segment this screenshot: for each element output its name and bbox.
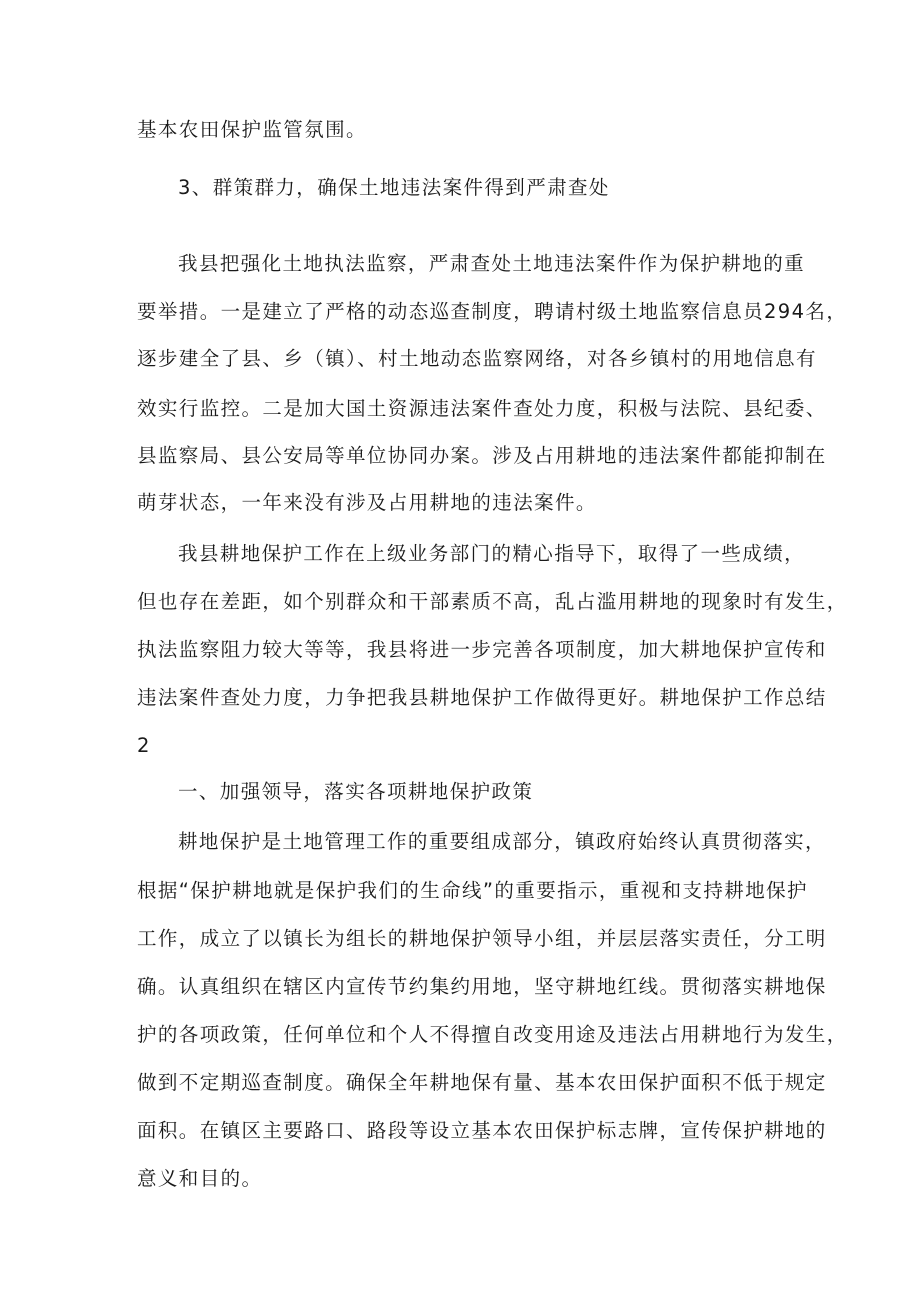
paragraph-line: 执法监察阻力较大等等，我县将进一步完善各项制度，加大耕地保护宣传和 xyxy=(137,638,827,661)
paragraph-line: 2 xyxy=(137,734,151,757)
paragraph-line: 萌芽状态，一年来没有涉及占用耕地的违法案件。 xyxy=(137,491,597,514)
paragraph-line: 违法案件查处力度，力争把我县耕地保护工作做得更好。耕地保护工作总结 xyxy=(137,686,827,709)
paragraph-line: 我县把强化土地执法监察，严肃查处土地违法案件作为保护耕地的重 xyxy=(178,252,806,275)
paragraph-line: 要举措。一是建立了严格的动态巡查制度，聘请村级土地监察信息员294名， xyxy=(137,300,848,323)
paragraph-line: 工作，成立了以镇长为组长的耕地保护领导小组，并层层落实责任，分工明 xyxy=(137,927,827,950)
section-heading: 一、加强领导，落实各项耕地保护政策 xyxy=(178,780,534,803)
paragraph-line: 基本农田保护监管氛围。 xyxy=(137,118,367,141)
paragraph-line: 效实行监控。二是加大国土资源违法案件查处力度，积极与法院、县纪委、 xyxy=(137,397,827,420)
paragraph-line: 护的各项政策，任何单位和个人不得擅自改变用途及违法占用耕地行为发生， xyxy=(137,1023,848,1046)
paragraph-line: 县监察局、县公安局等单位协同办案。涉及占用耕地的违法案件都能抑制在 xyxy=(137,444,827,467)
paragraph-line: 根据“保护耕地就是保护我们的生命线”的重要指示，重视和支持耕地保护 xyxy=(137,879,808,902)
paragraph-line: 耕地保护是土地管理工作的重要组成部分，镇政府始终认真贯彻落实， xyxy=(178,830,826,853)
section-heading: 3、群策群力，确保土地违法案件得到严肃查处 xyxy=(178,176,610,199)
paragraph-line: 意义和目的。 xyxy=(137,1167,263,1190)
paragraph-line: 我县耕地保护工作在上级业务部门的精心指导下，取得了一些成绩， xyxy=(178,542,806,565)
paragraph-line: 做到不定期巡查制度。确保全年耕地保有量、基本农田保护面积不低于规定 xyxy=(137,1071,827,1094)
paragraph-line: 面积。在镇区主要路口、路段等设立基本农田保护标志牌，宣传保护耕地的 xyxy=(137,1119,827,1142)
paragraph-line: 但也存在差距，如个别群众和干部素质不高，乱占滥用耕地的现象时有发生， xyxy=(137,590,848,613)
paragraph-line: 逐步建全了县、乡（镇）、村土地动态监察网络，对各乡镇村的用地信息有 xyxy=(137,347,817,370)
paragraph-line: 确。认真组织在辖区内宣传节约集约用地，坚守耕地红线。贯彻落实耕地保 xyxy=(137,975,827,998)
